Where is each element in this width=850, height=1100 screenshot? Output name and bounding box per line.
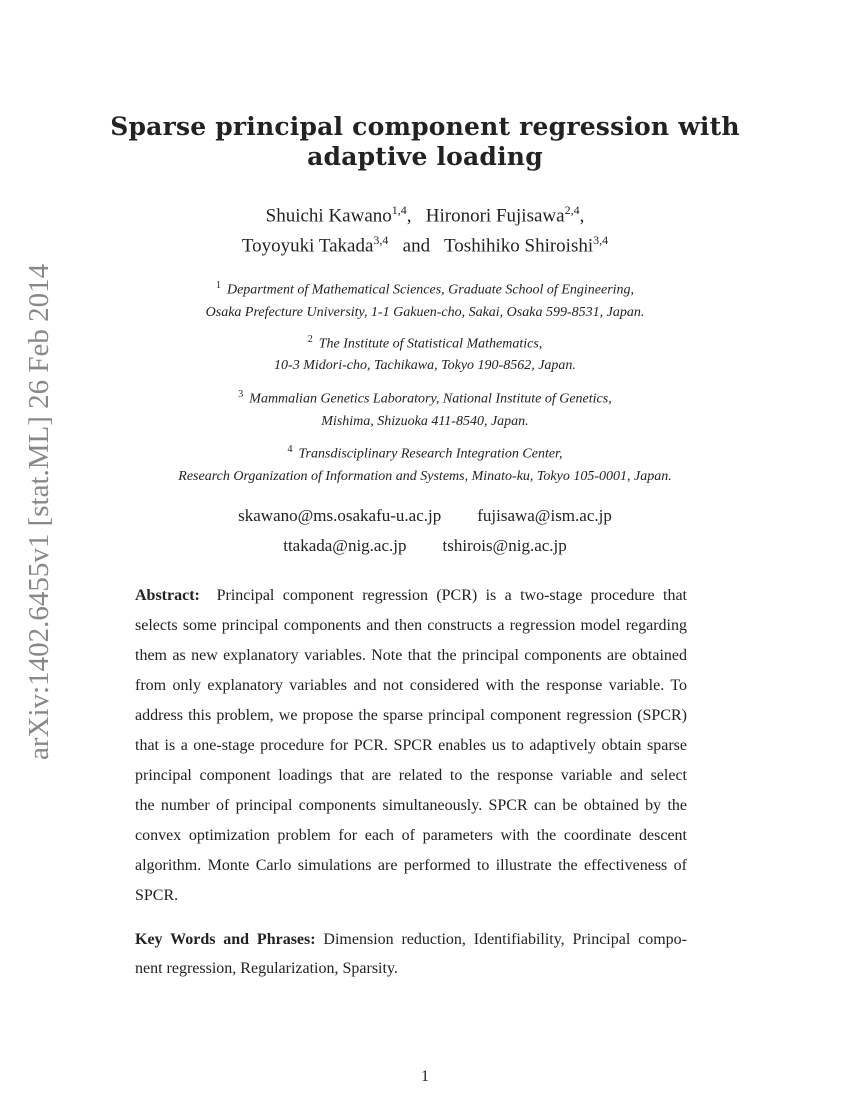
author-affil: 3,4 (373, 233, 389, 247)
abstract-line: convex optimization problem for each of parameters with the coordinate descent (135, 827, 687, 844)
affil-number: 3 (238, 389, 244, 400)
author-affil: 1,4 (391, 203, 407, 217)
abstract-line: address this problem, we propose the sparse principal component regression (SPCR) (135, 707, 687, 724)
abstract-line: SPCR. (135, 887, 179, 904)
keywords-label: Key Words and Phrases: (135, 931, 316, 948)
authors-line-1 (0, 203, 850, 227)
abstract-line: selects some principal components and then constructs a regression model regarding (135, 617, 687, 634)
abstract-line: algorithm. Monte Carlo simulations are performed to illustrate the effectiveness of (135, 857, 687, 874)
title-line: Sparse principal component regression with (110, 112, 740, 141)
affiliation-4 (0, 444, 850, 463)
keywords-line (135, 931, 687, 949)
affiliation-4-line-2: Research Organization of Information and Systems, Minato-ku, Tokyo 105-0001, Japan. (178, 469, 672, 484)
abstract-text: Principal component regression (PCR) is a two-stage procedure that (216, 587, 687, 604)
title-line: adaptive loading (307, 142, 543, 171)
and-word: and (402, 235, 431, 257)
affil-number: 2 (307, 334, 313, 345)
affiliation-1-line-2: Osaka Prefecture University, 1-1 Gakuen-cho, Sakai, Osaka 599-8531, Japan. (205, 305, 645, 320)
abstract-label: Abstract: (135, 587, 200, 604)
keywords-text: Dimension reduction, Identifiability, Principal compo- (323, 931, 687, 948)
email: skawano@ms.osakafu-u.ac.jp (238, 506, 442, 525)
page-number: 1 (421, 1068, 429, 1085)
keywords-line: nent regression, Regularization, Sparsity. (135, 960, 398, 977)
affil-number: 1 (215, 280, 221, 291)
affiliation-1 (0, 280, 850, 299)
abstract-line: from only explanatory variables and not considered with the response variable. To (135, 677, 687, 694)
email: tshirois@nig.ac.jp (442, 536, 567, 555)
author-name: Hironori Fujisawa (425, 205, 565, 227)
authors-line-2 (0, 233, 850, 257)
affil-line: Transdisciplinary Research Integration Center, (298, 446, 563, 462)
affiliation-3 (0, 389, 850, 408)
author-name: Toyoyuki Takada (241, 235, 374, 257)
abstract-line (135, 587, 687, 605)
arxiv-stamp: arXiv:1402.6455v1 [stat.ML] 26 Feb 2014 (23, 263, 55, 760)
affiliation-2 (0, 334, 850, 353)
author-affil: 2,4 (564, 203, 580, 217)
abstract-line: principal component loadings that are related to the response variable and select (135, 767, 687, 784)
affiliation-3-line-2: Mishima, Shizuoka 411-8540, Japan. (321, 414, 529, 429)
abstract-line: the number of principal components simultaneously. SPCR can be obtained by the (135, 797, 687, 814)
emails-line-1 (0, 506, 850, 526)
author-name: Toshihiko Shiroishi (444, 235, 594, 257)
author-name: Shuichi Kawano (265, 205, 392, 227)
affiliation-2-line-2: 10-3 Midori-cho, Tachikawa, Tokyo 190-8562, Japan. (274, 358, 576, 373)
affil-line: The Institute of Statistical Mathematics, (318, 336, 543, 352)
affil-number: 4 (287, 444, 293, 455)
author-affil: 3,4 (593, 233, 609, 247)
email: fujisawa@ism.ac.jp (477, 506, 612, 525)
affil-line: Mammalian Genetics Laboratory, National Institute of Genetics, (249, 391, 612, 407)
separator: , (406, 205, 412, 227)
paper-title (0, 112, 850, 172)
email: ttakada@nig.ac.jp (283, 536, 407, 555)
separator: , (579, 205, 585, 227)
abstract-line: them as new explanatory variables. Note that the principal components are obtained (135, 647, 687, 664)
emails-line-2 (0, 536, 850, 556)
affil-line: Department of Mathematical Sciences, Graduate School of Engineering, (226, 282, 635, 298)
abstract-line: that is a one-stage procedure for PCR. SPCR enables us to adaptively obtain sparse (135, 737, 687, 754)
